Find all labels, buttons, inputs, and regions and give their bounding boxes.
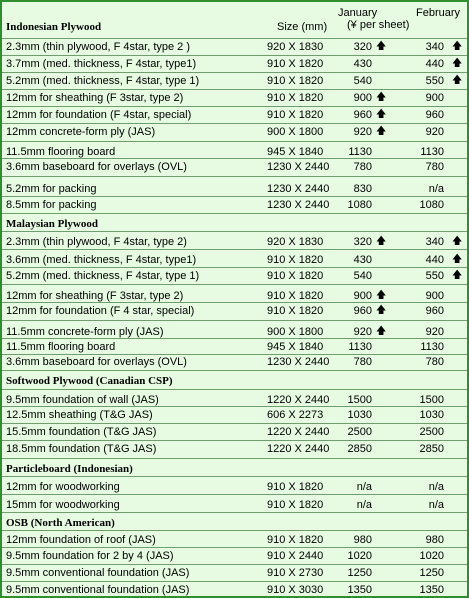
row-jan-price: 960 [353,109,372,121]
row-jan-price: 980 [353,534,372,546]
row-name: 9.5mm foundation for 2 by 4 (JAS) [6,550,174,562]
row-name: 5.2mm for packing [6,183,97,195]
row-size: 910 X 1820 [267,305,324,317]
row-feb-price: 780 [425,161,444,173]
row-size: 910 X 3030 [267,584,324,596]
row-name: 3.6mm (med. thickness, F 4star, type1) [6,254,197,266]
up-arrow-icon: 🡅 [452,58,463,69]
row-feb-price: 960 [425,305,444,317]
row-size: 910 X 1820 [267,75,324,87]
row-jan-price: 1130 [348,341,372,353]
up-arrow-icon: 🡅 [376,41,387,52]
table-row [2,390,467,407]
up-arrow-icon: 🡅 [376,126,387,137]
table-row [2,565,467,582]
table-row [2,177,467,197]
table-row [2,268,467,285]
row-size: 900 X 1800 [267,326,324,338]
row-name: 12mm for foundation (F 4 star, special) [6,305,195,317]
table-row [2,321,467,339]
table-row [2,531,467,548]
row-feb-price: 780 [425,356,444,368]
table-row [2,124,467,142]
row-feb-price: 1130 [420,341,444,353]
table-row [2,355,467,371]
row-feb-price: n/a [428,499,444,511]
row-size: 920 X 1830 [267,236,324,248]
row-feb-price: 1500 [419,394,444,406]
row-jan-price: 1350 [347,584,372,596]
table-row [2,107,467,124]
section-header [2,513,467,531]
row-size: 910 X 1820 [267,481,324,493]
up-arrow-icon: 🡅 [376,326,387,337]
row-name: 12mm for woodworking [6,481,120,493]
size-header: Size (mm) [277,21,328,33]
row-jan-price: 900 [353,290,372,302]
table-row [2,285,467,303]
row-feb-price: n/a [428,481,444,493]
row-size: 910 X 2440 [267,550,324,562]
row-name: 12mm for sheathing (F 3star, type 2) [6,290,184,302]
row-size: 910 X 1820 [267,92,324,104]
row-feb-price: 1250 [419,567,444,579]
row-feb-price: n/a [428,183,444,195]
row-feb-price: 1020 [419,550,444,562]
row-name: 12mm for foundation (F 4star, special) [6,109,192,121]
row-jan-price: 2500 [347,426,372,438]
row-jan-price: 320 [353,236,372,248]
section-header [2,371,467,390]
row-size: 910 X 1820 [267,499,324,511]
row-feb-price: 340 [425,41,444,53]
row-size: 910 X 1820 [267,290,324,302]
row-feb-price: 1130 [420,146,444,158]
row-name: 15.5mm foundation (T&G JAS) [6,426,157,438]
up-arrow-icon: 🡅 [452,41,463,52]
row-size: 910 X 1820 [267,270,324,282]
row-jan-price: n/a [356,481,372,493]
table-row [2,495,467,513]
up-arrow-icon: 🡅 [376,236,387,247]
section-header [2,459,467,477]
row-name: 11.5mm concrete-form ply (JAS) [6,326,164,338]
row-size: 900 X 1800 [267,126,324,138]
row-jan-price: 1020 [347,550,372,562]
row-jan-price: 1080 [347,199,372,211]
row-size: 1220 X 2440 [267,426,330,438]
row-name: 3.7mm (med. thickness, F 4star, type1) [6,58,197,70]
section-title-osb: OSB (North American) [6,517,115,529]
row-size: 945 X 1840 [267,146,324,158]
row-name: 11.5mm flooring board [6,146,116,158]
table-row [2,339,467,355]
table-row [2,250,467,268]
table-row [2,142,467,159]
table-row [2,159,467,177]
row-feb-price: 980 [425,534,444,546]
up-arrow-icon: 🡅 [376,290,387,301]
row-feb-price: 2500 [419,426,444,438]
row-feb-price: 920 [425,126,444,138]
row-feb-price: 440 [425,254,444,266]
row-name: 3.6mm baseboard for overlays (OVL) [6,356,187,368]
row-jan-price: 780 [353,356,372,368]
row-feb-price: 920 [425,326,444,338]
row-size: 1230 X 2440 [267,356,330,368]
table-row [2,56,467,73]
section-header [2,214,467,232]
row-jan-price: 2850 [347,443,372,455]
row-size: 910 X 1820 [267,254,324,266]
up-arrow-icon: 🡅 [376,305,387,316]
row-feb-price: 1350 [419,584,444,596]
row-size: 1220 X 2440 [267,443,330,455]
row-size: 945 X 1840 [267,341,324,353]
table-row [2,197,467,214]
table-row [2,477,467,495]
row-name: 18.5mm foundation (T&G JAS) [6,443,157,455]
row-jan-price: 320 [353,41,372,53]
row-name: 15mm for woodworking [6,499,120,511]
row-name: 2.3mm (thin plywood, F 4star, type 2 ) [6,41,191,53]
row-feb-price: 900 [425,92,444,104]
row-jan-price: 960 [353,305,372,317]
up-arrow-icon: 🡅 [452,75,463,86]
up-arrow-icon: 🡅 [452,254,463,265]
row-jan-price: 830 [353,183,372,195]
row-size: 1230 X 2440 [267,161,330,173]
up-arrow-icon: 🡅 [452,270,463,281]
row-name: 8.5mm for packing [6,199,97,211]
up-arrow-icon: 🡅 [452,236,463,247]
row-jan-price: 1030 [347,409,372,421]
table-row [2,407,467,424]
section-title-softwood: Softwood Plywood (Canadian CSP) [6,375,173,387]
row-feb-price: 1080 [419,199,444,211]
row-size: 920 X 1830 [267,41,324,53]
table-row [2,39,467,56]
row-feb-price: 550 [425,270,444,282]
row-feb-price: 2850 [419,443,444,455]
table-row [2,548,467,565]
row-jan-price: 1250 [347,567,372,579]
table-row [2,232,467,250]
row-feb-price: 960 [425,109,444,121]
section-title-indonesian: Indonesian Plywood [6,21,102,33]
row-name: 12mm foundation of roof (JAS) [6,534,156,546]
row-name: 2.3mm (thin plywood, F 4star, type 2) [6,236,187,248]
row-feb-price: 550 [425,75,444,87]
section-title-particleboard: Particleboard (Indonesian) [6,463,133,475]
row-size: 910 X 1820 [267,534,324,546]
row-jan-price: 780 [353,161,372,173]
row-jan-price: 920 [353,326,372,338]
table-row [2,424,467,441]
table-row [2,90,467,107]
table-header [2,2,467,39]
unit-header: (¥ per sheet) [347,19,410,31]
row-jan-price: 1500 [347,394,372,406]
table-row [2,441,467,459]
row-jan-price: 430 [353,58,372,70]
row-jan-price: 1130 [348,146,372,158]
row-jan-price: 920 [353,126,372,138]
row-feb-price: 340 [425,236,444,248]
february-header: February [416,7,461,19]
row-feb-price: 1030 [419,409,444,421]
row-name: 9.5mm foundation of wall (JAS) [6,394,159,406]
row-name: 12.5mm sheathing (T&G JAS) [6,409,153,421]
table-row [2,303,467,321]
up-arrow-icon: 🡅 [376,92,387,103]
january-header: January [338,7,378,19]
row-name: 11.5mm flooring board [6,341,116,353]
row-name: 9.5mm conventional foundation (JAS) [6,584,190,596]
row-feb-price: 440 [425,58,444,70]
row-size: 606 X 2273 [267,409,324,421]
row-size: 910 X 1820 [267,109,324,121]
row-feb-price: 900 [425,290,444,302]
row-name: 3.6mm baseboard for overlays (OVL) [6,161,187,173]
row-size: 910 X 2730 [267,567,324,579]
row-name: 5.2mm (med. thickness, F 4star, type 1) [6,270,200,282]
row-size: 1220 X 2440 [267,394,330,406]
row-jan-price: 430 [353,254,372,266]
section-title-malaysian: Malaysian Plywood [6,218,98,230]
row-name: 5.2mm (med. thickness, F 4star, type 1) [6,75,200,87]
row-name: 12mm for sheathing (F 3star, type 2) [6,92,184,104]
table-row [2,73,467,90]
row-name: 9.5mm conventional foundation (JAS) [6,567,190,579]
row-size: 1230 X 2440 [267,183,330,195]
row-size: 910 X 1820 [267,58,324,70]
row-jan-price: 540 [353,75,372,87]
table-row [2,582,467,598]
row-jan-price: 900 [353,92,372,104]
row-size: 1230 X 2440 [267,199,330,211]
row-jan-price: n/a [356,499,372,511]
row-jan-price: 540 [353,270,372,282]
up-arrow-icon: 🡅 [376,109,387,120]
row-name: 12mm concrete-form ply (JAS) [6,126,156,138]
